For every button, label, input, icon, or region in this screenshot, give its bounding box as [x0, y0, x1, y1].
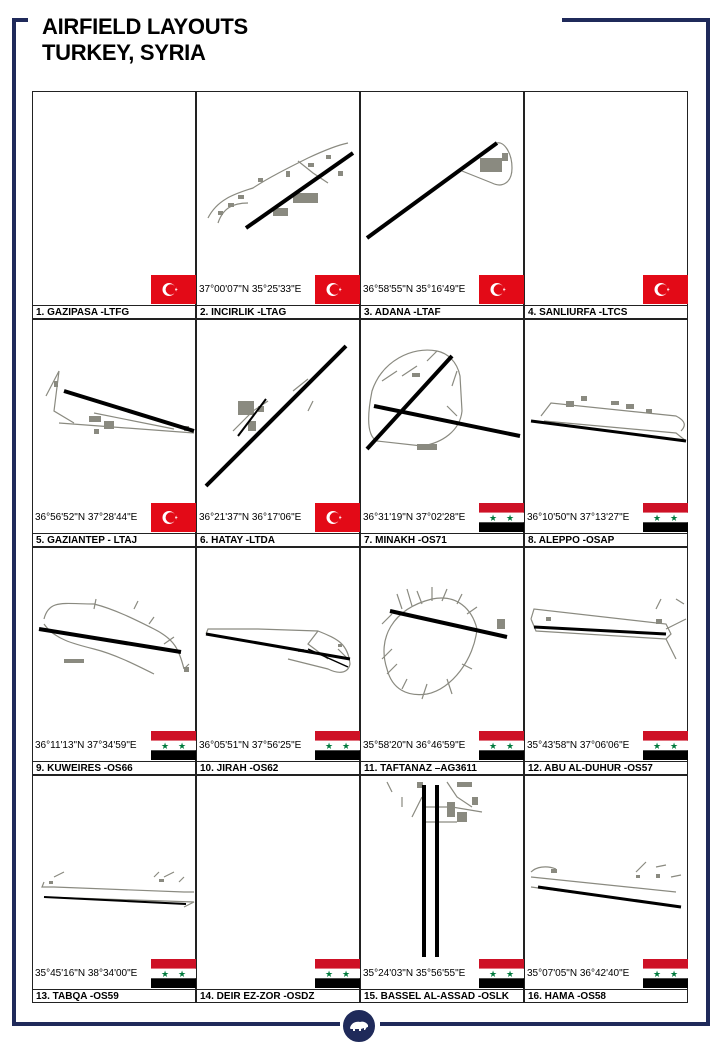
airfield-layout-diagram	[34, 321, 196, 503]
airfield-layout-diagram	[362, 321, 524, 503]
airfield-card	[32, 319, 196, 547]
airfield-layout-diagram	[198, 321, 360, 503]
emblem-badge	[341, 1008, 377, 1044]
svg-text:★: ★	[341, 742, 351, 752]
airfield-coordinates: 35°43'58"N 37°06'06"E	[527, 740, 630, 751]
airfield-layout-diagram	[362, 549, 524, 731]
airfield-card	[360, 319, 524, 547]
airfield-label: 15. BASSEL AL-ASSAD -OSLK	[361, 989, 523, 1003]
airfield-card	[196, 319, 360, 547]
svg-text:★: ★	[488, 514, 498, 524]
svg-text:★: ★	[505, 970, 515, 980]
airfield-coordinates: 36°11'13"N 37°34'59"E	[35, 740, 137, 751]
airfield-card	[524, 91, 688, 319]
airfield-layout-diagram	[526, 777, 688, 959]
airfield-layout-diagram	[526, 549, 688, 731]
svg-text:★: ★	[177, 970, 187, 980]
svg-text:★: ★	[505, 742, 515, 752]
syria-flag-icon	[479, 959, 524, 988]
turkey-flag-icon	[151, 503, 196, 532]
frame-bottom-left-border	[12, 1022, 340, 1026]
bear-emblem-icon	[348, 1015, 370, 1037]
airfield-coordinates: 35°45'16"N 38°34'00"E	[35, 968, 138, 979]
airfield-layout-diagram	[362, 777, 524, 959]
turkey-flag-icon	[315, 503, 360, 532]
syria-flag-icon	[315, 731, 360, 760]
airfield-coordinates: 35°07'05"N 36°42'40"E	[527, 968, 630, 979]
svg-text:★: ★	[324, 742, 334, 752]
airfield-coordinates: 36°56'52"N 37°28'44"E	[35, 512, 138, 523]
frame-bottom-right-border	[380, 1022, 710, 1026]
page-title-line-1: AIRFIELD LAYOUTS	[42, 14, 248, 39]
svg-text:★: ★	[160, 970, 170, 980]
svg-text:★: ★	[488, 970, 498, 980]
airfield-layout-diagram	[198, 777, 360, 959]
turkey-flag-icon	[151, 275, 196, 304]
svg-text:★: ★	[652, 742, 662, 752]
airfield-card	[32, 91, 196, 319]
airfield-card	[524, 319, 688, 547]
svg-text:★: ★	[669, 514, 679, 524]
airfield-card	[524, 775, 688, 1003]
syria-flag-icon	[315, 959, 360, 988]
airfield-label: 1. GAZIPASA -LTFG	[33, 305, 195, 319]
svg-text:★: ★	[652, 514, 662, 524]
airfield-layout-diagram	[526, 93, 688, 275]
svg-text:★: ★	[177, 742, 187, 752]
syria-flag-icon	[643, 959, 688, 988]
syria-flag-icon	[643, 731, 688, 760]
airfield-layout-diagram	[34, 777, 196, 959]
page-title	[42, 14, 248, 66]
airfield-coordinates: 37°00'07"N 35°25'33"E	[199, 284, 302, 295]
airfield-label: 9. KUWEIRES -OS66	[33, 761, 195, 775]
airfield-coordinates: 36°10'50"N 37°13'27"E	[527, 512, 630, 523]
airfield-card	[32, 547, 196, 775]
syria-flag-icon	[479, 731, 524, 760]
airfield-card	[196, 91, 360, 319]
svg-text:★: ★	[488, 742, 498, 752]
airfield-label: 2. INCIRLIK -LTAG	[197, 305, 359, 319]
airfield-label: 10. JIRAH -OS62	[197, 761, 359, 775]
airfield-card	[196, 547, 360, 775]
airfield-grid	[32, 91, 689, 1003]
frame-right-border	[706, 18, 710, 1026]
airfield-label: 3. ADANA -LTAF	[361, 305, 523, 319]
airfield-layout-diagram	[34, 549, 196, 731]
airfield-layout-diagram	[198, 549, 360, 731]
frame-left-border	[12, 18, 16, 1026]
airfield-layout-diagram	[34, 93, 196, 275]
turkey-flag-icon	[315, 275, 360, 304]
syria-flag-icon	[643, 503, 688, 532]
airfield-label: 5. GAZIANTEP - LTAJ	[33, 533, 195, 547]
airfield-coordinates: 35°24'03"N 35°56'55"E	[363, 968, 466, 979]
airfield-coordinates: 36°31'19"N 37°02'28"E	[363, 512, 466, 523]
airfield-layout-diagram	[198, 93, 360, 275]
svg-text:★: ★	[160, 742, 170, 752]
svg-text:★: ★	[669, 742, 679, 752]
airfield-label: 12. ABU AL-DUHUR -OS57	[525, 761, 687, 775]
svg-text:★: ★	[652, 970, 662, 980]
frame-top-right-border	[562, 18, 710, 22]
airfield-label: 4. SANLIURFA -LTCS	[525, 305, 687, 319]
svg-text:★: ★	[669, 970, 679, 980]
airfield-card	[360, 775, 524, 1003]
airfield-card	[32, 775, 196, 1003]
airfield-coordinates: 35°58'20"N 36°46'59"E	[363, 740, 466, 751]
frame-top-left-border	[12, 18, 28, 22]
svg-text:★: ★	[505, 514, 515, 524]
airfield-label: 13. TABQA -OS59	[33, 989, 195, 1003]
airfield-label: 6. HATAY -LTDA	[197, 533, 359, 547]
airfield-card	[360, 547, 524, 775]
airfield-coordinates: 36°21'37"N 36°17'06"E	[199, 512, 302, 523]
airfield-coordinates: 36°58'55"N 35°16'49"E	[363, 284, 466, 295]
airfield-label: 11. TAFTANAZ –AG3611	[361, 761, 523, 775]
airfield-label: 7. MINAKH -OS71	[361, 533, 523, 547]
turkey-flag-icon	[479, 275, 524, 304]
airfield-coordinates: 36°05'51"N 37°56'25"E	[199, 740, 302, 751]
airfield-label: 16. HAMA -OS58	[525, 989, 687, 1003]
airfield-card	[524, 547, 688, 775]
airfield-card	[196, 775, 360, 1003]
airfield-layout-diagram	[362, 93, 524, 275]
svg-text:★: ★	[324, 970, 334, 980]
airfield-label: 8. ALEPPO -OSAP	[525, 533, 687, 547]
airfield-label: 14. DEIR EZ-ZOR -OSDZ	[197, 989, 359, 1003]
airfield-layout-diagram	[526, 321, 688, 503]
syria-flag-icon	[151, 959, 196, 988]
syria-flag-icon	[151, 731, 196, 760]
syria-flag-icon	[479, 503, 524, 532]
turkey-flag-icon	[643, 275, 688, 304]
svg-text:★: ★	[341, 970, 351, 980]
page-title-line-2: TURKEY, SYRIA	[42, 40, 206, 65]
airfield-card	[360, 91, 524, 319]
